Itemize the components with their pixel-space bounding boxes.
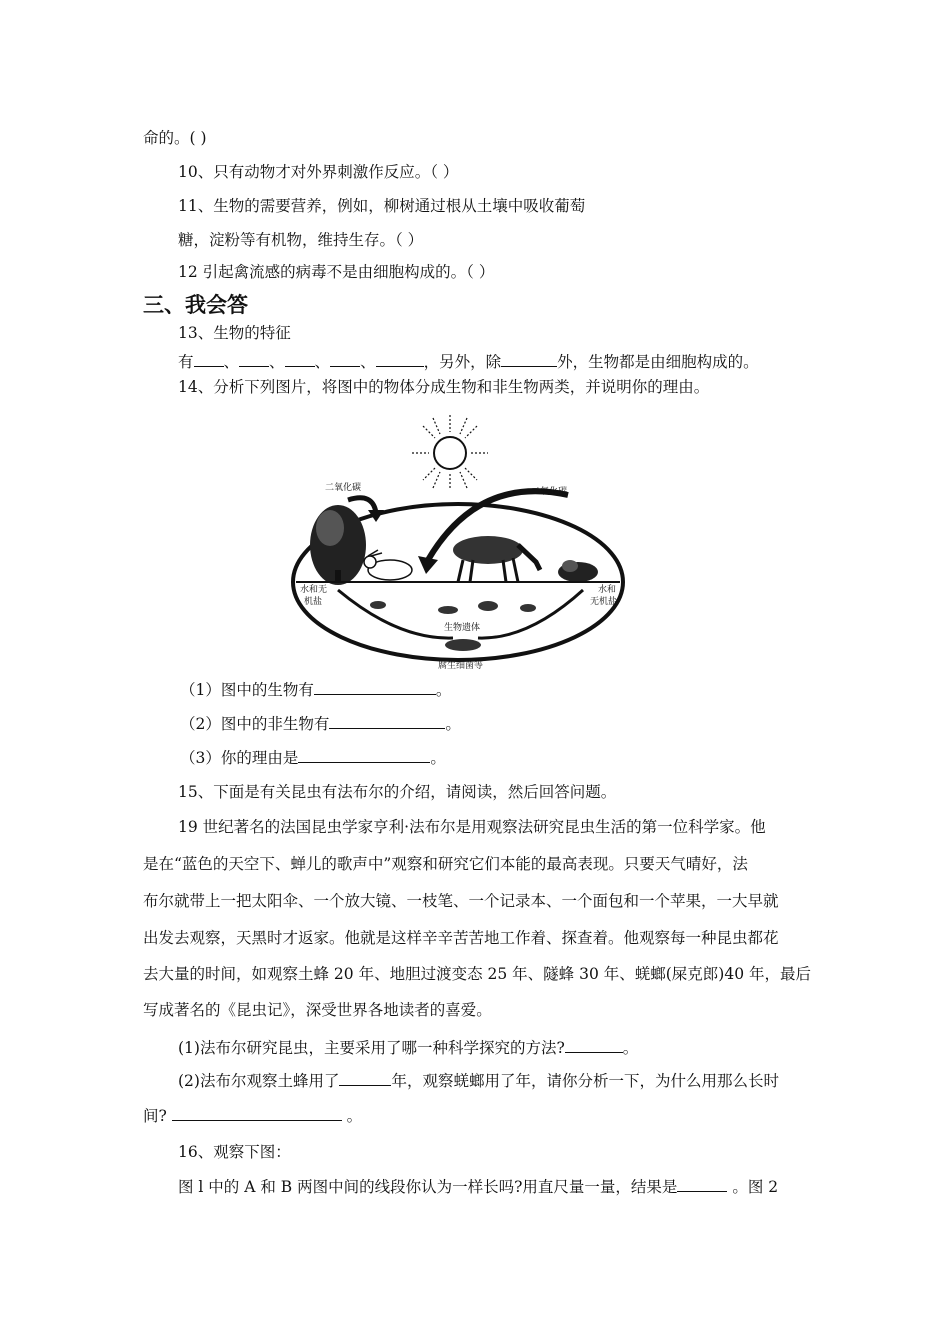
question-12: 12 引起禽流感的病毒不是由细胞构成的。（ ） xyxy=(178,263,495,281)
ecosystem-cycle-figure xyxy=(278,410,638,675)
text-fragment: 。 xyxy=(435,681,452,699)
answer-blank[interactable] xyxy=(298,748,430,763)
paragraph-line: 去大量的时间，如观察土蜂 20 年、地胆过渡变态 25 年、隧蜂 30 年、蜣螂(屎克郎)40 年，最后 xyxy=(143,965,811,983)
question-14-1 xyxy=(180,680,451,700)
question-16-text xyxy=(178,1177,778,1197)
text-fragment: （2）图中的非生物有 xyxy=(180,715,330,733)
question-13: 13、生物的特征 xyxy=(178,324,291,342)
sun-icon xyxy=(412,415,488,490)
answer-blank[interactable] xyxy=(501,352,557,367)
co2-left-label: 二氧化碳 xyxy=(325,483,362,493)
question-11: 11、生物的需要营养，例如，柳树通过根从土壤中吸收葡萄 xyxy=(178,197,586,215)
answer-blank[interactable] xyxy=(677,1177,727,1192)
question-14-3 xyxy=(180,748,446,768)
question-15: 15、下面是有关昆虫有法布尔的介绍，请阅读，然后回答问题。 xyxy=(178,783,617,801)
text-fragment: 。图 2 xyxy=(727,1178,779,1196)
answer-blank[interactable] xyxy=(330,352,360,367)
text-fragment: 、 xyxy=(360,353,376,371)
text-fragment: 间? xyxy=(143,1107,167,1125)
text-fragment: (1)法布尔研究昆虫，主要采用了哪一种科学探究的方法? xyxy=(178,1039,565,1057)
deer-icon xyxy=(453,536,540,582)
text-fragment: 、 xyxy=(314,353,331,371)
question-13-blanks xyxy=(178,352,759,372)
answer-blank[interactable] xyxy=(172,1106,342,1121)
arrow-head xyxy=(418,556,438,574)
tree-icon xyxy=(310,505,366,585)
question-15-1 xyxy=(178,1038,638,1058)
answer-blank[interactable] xyxy=(285,352,315,367)
answer-blank[interactable] xyxy=(194,352,224,367)
answer-blank[interactable] xyxy=(565,1038,623,1053)
text-fragment: 。 xyxy=(622,1039,639,1057)
question-14: 14、分析下列图片，将图中的物体分成生物和非生物两类，并说明你的理由。 xyxy=(178,378,710,396)
co2-right-label: 二氧化碳 xyxy=(531,487,568,497)
text-fragment: 、 xyxy=(269,353,285,371)
answer-blank[interactable] xyxy=(376,352,424,367)
answer-blank[interactable] xyxy=(239,352,269,367)
answer-blank[interactable] xyxy=(314,680,436,695)
rabbit-icon xyxy=(364,550,412,580)
section-heading: 三、我会答 xyxy=(143,293,248,317)
text-fragment: 。 xyxy=(341,1107,363,1125)
question-14-2 xyxy=(180,714,461,734)
text-fragment: ，另外，除 xyxy=(423,353,502,371)
remains-label: 生物遗体 xyxy=(444,623,481,633)
text-fragment: (2)法布尔观察土蜂用了 xyxy=(178,1072,340,1090)
text-fragment: 图 l 中的 A 和 B 两图中间的线段你认为一样长吗?用直尺量一量，结果是 xyxy=(178,1178,678,1196)
text-fragment: （1）图中的生物有 xyxy=(180,681,314,699)
decomposition-arrow xyxy=(338,590,453,638)
text-fragment: 年，观察蜣螂用了年，请你分析一下，为什么用那么长时 xyxy=(391,1072,779,1090)
paragraph-line: 布尔就带上一把太阳伞、一个放大镜、一枝笔、一个记录本、一个面包和一个苹果，一大早就 xyxy=(143,892,779,910)
decomposition-arrow xyxy=(478,590,583,638)
text-fragment: 。 xyxy=(430,749,446,767)
decomposers-label: 腐生细菌等 xyxy=(438,661,484,671)
text-fragment: 外，生物都是由细胞构成的。 xyxy=(557,353,759,371)
paragraph-line: 19 世纪著名的法国昆虫学家亨利·法布尔是用观察法研究昆虫生活的第一位科学家。他 xyxy=(178,818,766,836)
water-left-label: 水和无 xyxy=(300,585,328,595)
bush-icon xyxy=(558,560,598,582)
text-fragment: 、 xyxy=(223,353,240,371)
question-15-2 xyxy=(178,1071,779,1091)
question-10: 10、只有动物才对外界刺激作反应。（ ） xyxy=(178,163,459,181)
answer-blank[interactable] xyxy=(339,1071,391,1086)
water-right-label: 水和 xyxy=(598,585,617,595)
text-fragment: （3）你的理由是 xyxy=(180,749,299,767)
question-16: 16、观察下图： xyxy=(178,1143,291,1161)
paragraph-line: 写成著名的《昆虫记》，深受世界各地读者的喜爱。 xyxy=(143,1001,492,1019)
paragraph-line: 是在“蓝色的天空下、蝉儿的歌声中”观察和研究它们本能的最高表现。只要天气晴好，法 xyxy=(143,855,748,873)
text-line: 命的。( ) xyxy=(143,129,207,147)
paragraph-line: 出发去观察，天黑时才返家。他就是这样辛辛苦苦地工作着、探查着。他观察每一种昆虫都花 xyxy=(143,929,779,947)
water-right-label-2: 无机盐 xyxy=(590,597,618,607)
text-fragment: 有 xyxy=(178,353,194,371)
question-15-2-continued xyxy=(143,1106,362,1126)
question-11-continued: 糖，淀粉等有机物，维持生存。（ ） xyxy=(178,231,424,249)
text-fragment: 。 xyxy=(445,715,461,733)
answer-blank[interactable] xyxy=(329,714,445,729)
water-left-label-2: 机盐 xyxy=(304,597,323,607)
